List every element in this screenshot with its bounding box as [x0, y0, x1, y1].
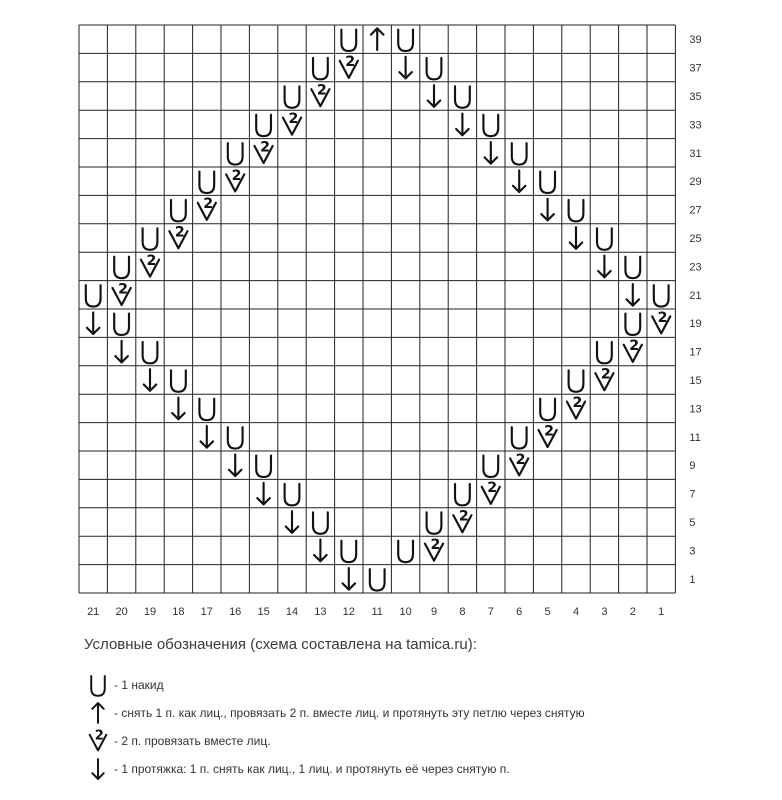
yarn-over-icon: [483, 456, 498, 477]
down-arrow-icon: [257, 483, 269, 505]
down-arrow-icon: [513, 170, 525, 192]
column-label: 7: [487, 606, 494, 618]
column-label: 10: [399, 606, 412, 618]
k2tog-icon: [482, 480, 500, 504]
yarn-over-icon: [285, 86, 300, 107]
down-arrow-icon: [84, 756, 112, 782]
legend-item-yarn-over: [84, 671, 774, 699]
row-label: 39: [689, 34, 702, 47]
yarn-over-icon: [171, 200, 186, 221]
yarn-over-icon: [199, 399, 214, 420]
yarn-over-icon: [143, 228, 158, 249]
row-label: 7: [689, 488, 696, 501]
column-label: 12: [342, 606, 355, 618]
yarn-over-icon: [285, 484, 300, 505]
yarn-over-icon: [597, 228, 612, 249]
column-label: 4: [572, 606, 580, 618]
row-label: 11: [689, 431, 701, 444]
yarn-over-icon: [370, 569, 385, 590]
column-label: 5: [544, 606, 551, 618]
svg-text:2: 2: [345, 54, 356, 71]
svg-text:2: 2: [146, 252, 157, 269]
svg-text:2: 2: [231, 167, 242, 184]
k2tog-icon: [539, 423, 557, 447]
legend-item-ssk: [84, 755, 774, 783]
k2tog-icon: [226, 168, 244, 192]
k2tog-icon: [567, 395, 585, 419]
yarn-over-icon: [597, 342, 612, 363]
column-label: 8: [459, 606, 466, 618]
row-label: 35: [689, 91, 702, 103]
svg-text:2: 2: [260, 139, 270, 156]
column-label: 1: [658, 606, 665, 618]
legend-title: Условные обозначения (схема составлена на tamica.ru):: [84, 636, 477, 653]
yarn-over-icon: [84, 672, 112, 698]
k2tog-icon: [453, 509, 471, 533]
yarn-over-icon: [86, 285, 101, 306]
row-label: 19: [689, 318, 702, 331]
row-label: 15: [689, 375, 702, 387]
yarn-over-icon: [455, 86, 470, 107]
row-label: 31: [689, 147, 702, 160]
down-arrow-icon: [627, 284, 639, 306]
column-label: 2: [629, 606, 636, 618]
svg-text:2: 2: [288, 110, 299, 127]
yarn-over-icon: [143, 342, 158, 363]
column-label: 11: [371, 606, 383, 618]
column-label: 16: [229, 606, 242, 618]
yarn-over-icon: [625, 257, 640, 278]
yarn-over-icon: [256, 115, 271, 136]
legend-item-central-decrease: [84, 699, 774, 727]
row-label: 37: [689, 62, 702, 75]
k2tog-icon: [84, 728, 112, 754]
svg-text:2: 2: [94, 728, 104, 744]
down-arrow-icon: [456, 114, 468, 136]
row-label: 1: [689, 573, 696, 586]
yarn-over-icon: [625, 314, 640, 335]
yarn-over-icon: [512, 143, 527, 164]
row-label: 21: [689, 289, 702, 302]
legend-text: - снять 1 п. как лиц., провязать 2 п. вместе лиц. и протянуть эту петлю через снятую: [114, 706, 585, 720]
yarn-over-icon: [569, 370, 584, 391]
down-arrow-icon: [172, 398, 184, 420]
up-arrow-icon: [371, 28, 383, 50]
down-arrow-icon: [115, 341, 127, 363]
legend-text: - 1 протяжка: 1 п. снять как лиц., 1 лиц. и протянуть её через снятую п.: [114, 762, 510, 776]
column-label: 14: [285, 606, 299, 618]
down-arrow-icon: [485, 142, 497, 164]
column-label: 19: [143, 606, 157, 618]
row-label: 25: [689, 233, 702, 245]
k2tog-icon: [425, 537, 443, 561]
column-label: 21: [87, 606, 100, 618]
down-arrow-icon: [229, 454, 241, 476]
yarn-over-icon: [114, 257, 129, 278]
svg-text:2: 2: [657, 309, 668, 326]
down-arrow-icon: [87, 312, 99, 334]
k2tog-icon: [141, 253, 159, 277]
down-arrow-icon: [314, 540, 326, 562]
column-label: 6: [516, 606, 523, 618]
k2tog-icon: [255, 139, 273, 163]
k2tog-icon: [595, 367, 613, 391]
row-label: 5: [689, 517, 696, 529]
k2tog-icon: [283, 111, 301, 135]
svg-text:2: 2: [458, 508, 469, 525]
svg-text:2: 2: [118, 281, 128, 298]
yarn-over-icon: [569, 200, 584, 221]
yarn-over-icon: [540, 172, 555, 193]
row-label: 23: [689, 261, 702, 274]
svg-text:2: 2: [203, 196, 214, 213]
down-arrow-icon: [399, 57, 411, 79]
svg-text:2: 2: [544, 423, 554, 440]
svg-text:2: 2: [515, 451, 526, 468]
yarn-over-icon: [228, 427, 243, 448]
svg-text:2: 2: [600, 366, 611, 383]
yarn-over-icon: [114, 314, 129, 335]
yarn-over-icon: [398, 30, 413, 51]
legend-item-k2tog: [84, 727, 774, 755]
yarn-over-icon: [313, 512, 328, 533]
grid-lines: [79, 25, 675, 593]
yarn-over-icon: [341, 30, 356, 51]
yarn-over-icon: [483, 115, 498, 136]
svg-text:2: 2: [316, 82, 327, 99]
k2tog-icon: [652, 310, 670, 334]
yarn-over-icon: [427, 58, 442, 79]
yarn-over-icon: [540, 399, 555, 420]
up-arrow-icon: [84, 700, 112, 726]
column-label: 17: [200, 606, 213, 618]
row-label: 17: [689, 346, 702, 359]
down-arrow-icon: [343, 568, 355, 590]
yarn-over-icon: [341, 541, 356, 562]
yarn-over-icon: [228, 143, 243, 164]
legend: [84, 636, 774, 783]
yarn-over-icon: [398, 541, 413, 562]
k2tog-icon: [311, 83, 329, 107]
down-arrow-icon: [598, 256, 610, 278]
yarn-over-icon: [654, 285, 669, 306]
column-label: 13: [314, 606, 327, 618]
down-arrow-icon: [428, 85, 440, 107]
svg-text:2: 2: [174, 224, 185, 241]
yarn-over-icon: [313, 58, 328, 79]
k2tog-icon: [624, 338, 642, 362]
k2tog-icon: [198, 196, 216, 220]
column-label: 20: [115, 606, 128, 618]
yarn-over-icon: [171, 370, 186, 391]
down-arrow-icon: [541, 199, 553, 221]
yarn-over-icon: [256, 456, 271, 477]
yarn-over-icon: [512, 427, 527, 448]
yarn-over-icon: [455, 484, 470, 505]
k2tog-icon: [169, 225, 187, 249]
row-label: 3: [689, 545, 696, 558]
down-arrow-icon: [570, 227, 582, 249]
svg-text:2: 2: [430, 536, 441, 553]
row-label: 27: [689, 204, 702, 217]
svg-text:2: 2: [487, 480, 498, 497]
row-label: 33: [689, 119, 702, 132]
column-label: 18: [172, 606, 185, 618]
row-label: 29: [689, 176, 702, 189]
k2tog-icon: [510, 452, 528, 476]
down-arrow-icon: [144, 369, 156, 391]
svg-text:2: 2: [572, 394, 583, 411]
svg-text:2: 2: [629, 338, 640, 355]
column-label: 9: [430, 606, 438, 618]
yarn-over-icon: [199, 172, 214, 193]
down-arrow-icon: [286, 511, 298, 533]
legend-text: - 1 накид: [114, 678, 164, 692]
down-arrow-icon: [201, 426, 213, 448]
column-label: 15: [257, 606, 270, 618]
k2tog-icon: [340, 54, 358, 78]
row-label: 13: [689, 403, 702, 416]
legend-text: - 2 п. провязать вместе лиц.: [114, 734, 271, 748]
column-label: 3: [601, 606, 608, 618]
k2tog-icon: [113, 281, 131, 305]
row-label: 9: [689, 460, 696, 473]
yarn-over-icon: [427, 512, 442, 533]
